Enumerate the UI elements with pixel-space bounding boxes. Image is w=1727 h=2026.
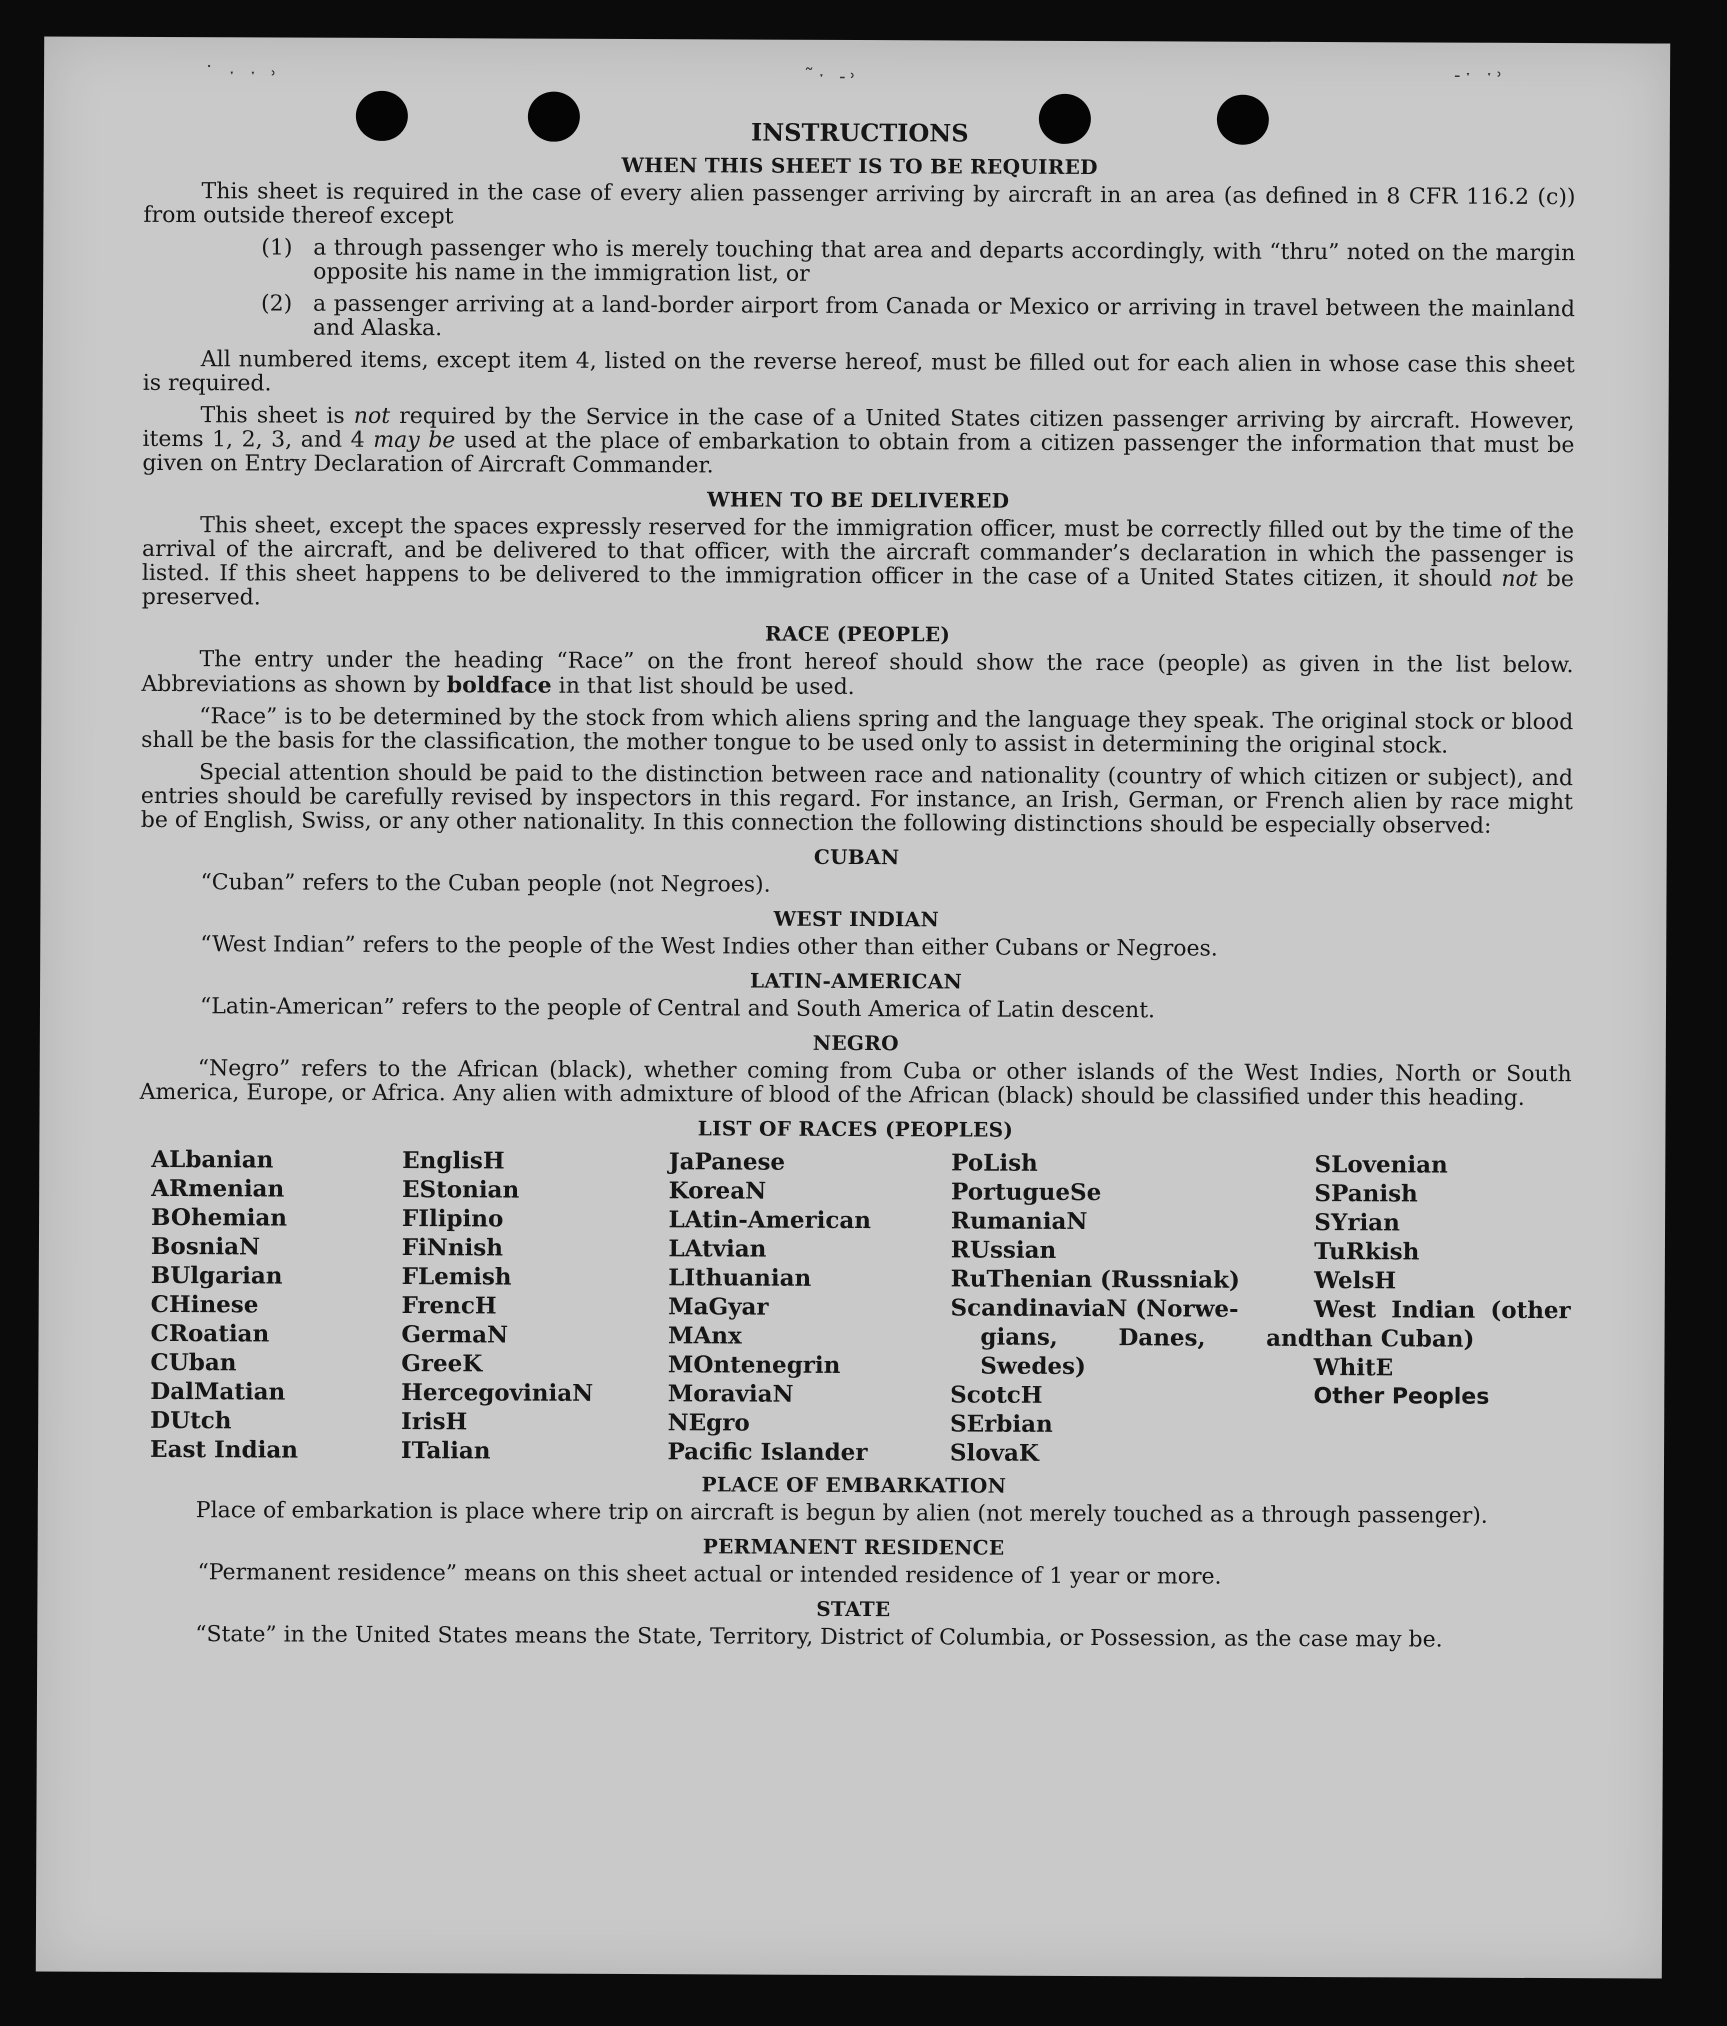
item-text: a through passenger who is merely touching that area and departs accordingly, with “thru” noted on the margin opposite his name in the immigration list, or — [313, 235, 1576, 287]
race-entry: WhitE — [1313, 1354, 1394, 1382]
race-column — [950, 1148, 1315, 1469]
race-entry: FLemish — [401, 1263, 512, 1291]
section-heading: LATIN-AMERICAN — [750, 968, 963, 994]
race-entry: RuThenian (Russniak) — [950, 1265, 1240, 1294]
race-entry: FIlipino — [401, 1205, 504, 1233]
race-entry: RumaniaN — [950, 1207, 1088, 1236]
race-entry: ALbanian — [151, 1145, 274, 1174]
race-entry: EnglisH — [402, 1147, 505, 1175]
race-entry: ARmenian — [151, 1174, 285, 1203]
section-heading: CUBAN — [813, 844, 900, 870]
item-number: (2) — [261, 291, 293, 317]
race-entry: FiNnish — [401, 1234, 504, 1262]
paragraph: This sheet, except the spaces expressly reserved for the immigration officer, must be correctly filled out by the time of the arrival of the aircraft, and be delivered to that officer, with the aircraft commander’s declaration in which the passenger is listed. If this sheet happens to be delivered to the immigration officer in the case of a United States citizen, it should not be preserved. — [141, 513, 1575, 611]
race-entry: BosniaN — [150, 1232, 261, 1261]
race-entry: PortugueSe — [951, 1178, 1102, 1207]
paragraph: Place of embarkation is place where trip on aircraft is begun by alien (not merely touched as a through passenger). — [195, 1498, 1488, 1529]
paragraph: The entry under the heading “Race” on the front hereof should show the race (people) as given in the list below. Abbreviations as shown by boldface in that list should be used. — [141, 647, 1574, 701]
race-entry: MOntenegrin — [667, 1351, 841, 1379]
race-column — [1313, 1150, 1571, 1470]
item-text: a passenger arriving at a land-border airport from Canada or Mexico or arriving in travel between the mainland and Alaska. — [312, 291, 1576, 342]
race-entry: ITalian — [400, 1437, 491, 1465]
section-heading: WEST INDIAN — [773, 906, 940, 932]
race-entry: KoreaN — [668, 1177, 767, 1205]
race-column — [150, 1145, 402, 1465]
race-entry: Other Peoples — [1313, 1384, 1490, 1410]
exception-item — [261, 292, 1575, 346]
paragraph: “State” in the United States means the State, Territory, District of Columbia, or Possession, as the case may be. — [195, 1622, 1443, 1653]
race-entry: SlovaK — [949, 1439, 1039, 1467]
race-entry: SLovenian — [1314, 1151, 1448, 1179]
instructions-body — [137, 115, 1576, 1661]
ink-smudge: ˗ˑ ˑ˒ — [1454, 62, 1507, 87]
race-list — [150, 1145, 1571, 1470]
race-entry: CRoatian — [150, 1319, 270, 1348]
race-entry: TuRkish — [1314, 1238, 1420, 1266]
race-entry: MaGyar — [668, 1293, 769, 1321]
race-entry: gians, Danes, and Swedes) — [980, 1323, 1314, 1381]
race-entry: Pacific Islander — [667, 1438, 868, 1467]
race-entry: GermaN — [401, 1321, 509, 1349]
race-entry: DalMatian — [150, 1377, 286, 1406]
race-entry: NEgro — [667, 1409, 750, 1437]
definition: “Permanent residence” means on this sheet actual or intended residence of 1 year or more. — [197, 1560, 1222, 1590]
race-entry: JaPanese — [668, 1148, 786, 1176]
exception-item — [261, 236, 1575, 290]
race-entry: DUtch — [150, 1406, 232, 1435]
race-entry: GreeK — [401, 1350, 483, 1378]
section-heading: PLACE OF EMBARKATION — [701, 1472, 1007, 1498]
race-entry: BOhemian — [151, 1203, 288, 1232]
ink-smudge: ˜ˑ ˗˒ — [804, 63, 860, 89]
paragraph: This sheet is required in the case of every alien passenger arriving by aircraft in an area (as defined in 8 CFR 116.2 (c)) from outside thereof except — [143, 179, 1576, 230]
ink-smudge: ˙ ˑ ˑ ˒ — [204, 61, 281, 86]
section-heading: WHEN TO BE DELIVERED — [707, 487, 1010, 513]
race-entry: FrencH — [401, 1292, 497, 1320]
race-entry: BUlgarian — [150, 1261, 283, 1290]
race-column — [401, 1146, 669, 1466]
item-number: (1) — [261, 235, 293, 261]
section-heading: STATE — [816, 1596, 891, 1622]
race-entry: LIthuanian — [668, 1264, 812, 1292]
page-title: INSTRUCTIONS — [750, 117, 969, 148]
race-entry: PoLish — [951, 1149, 1038, 1177]
race-entry: SPanish — [1314, 1180, 1418, 1208]
race-entry: ScandinaviaN (Norwe- — [950, 1294, 1239, 1323]
race-entry: RUssian — [950, 1236, 1057, 1264]
race-entry: MoraviaN — [667, 1380, 794, 1408]
document-sheet — [36, 36, 1670, 1978]
section-heading: LIST OF RACES (PEOPLES) — [697, 1116, 1014, 1142]
race-entry: SErbian — [950, 1410, 1053, 1438]
race-entry: LAtin-American — [668, 1206, 872, 1235]
section-heading: NEGRO — [812, 1030, 899, 1056]
race-entry: EStonian — [401, 1176, 520, 1204]
definition: “West Indian” refers to the people of the West Indies other than either Cubans or Negroes. — [200, 932, 1218, 962]
race-entry: CUban — [150, 1348, 237, 1377]
section-heading: WHEN THIS SHEET IS TO BE REQUIRED — [621, 152, 1098, 180]
race-entry: MAnx — [667, 1322, 742, 1350]
paragraph: “Race” is to be determined by the stock from which aliens spring and the language they speak. The original stock or blood shall be the basis for the classification, the mother tongue to be used only to assist in determining the original stock. — [141, 704, 1574, 759]
race-entry: LAtvian — [668, 1235, 767, 1263]
definition: “Cuban” refers to the Cuban people (not Negroes). — [200, 870, 771, 898]
race-entry: WelsH — [1314, 1267, 1397, 1295]
paragraph: “Negro” refers to the African (black), whether coming from Cuba or other islands of the West Indies, North or South America, Europe, or Africa. Any alien with admixture of blood of the African (black) should be classified under this heading. — [139, 1056, 1572, 1111]
section-heading: RACE (PEOPLE) — [765, 621, 951, 647]
race-entry: East Indian — [150, 1435, 299, 1464]
race-entry: CHinese — [150, 1290, 259, 1319]
race-entry: ScotcH — [950, 1381, 1043, 1409]
race-column — [667, 1147, 951, 1467]
definition: “Latin-American” refers to the people of Central and South America of Latin descent. — [199, 994, 1156, 1024]
paragraph: Special attention should be paid to the distinction between race and nationality (country of which citizen or subject), and entries should be carefully revised by inspectors in this regard. For instance, an Irish, German, or French alien by race might be of English, Swiss, or any other nationality. In this connection the following distinctions should be especially observed: — [140, 760, 1574, 839]
section-heading: PERMANENT RESIDENCE — [702, 1534, 1005, 1560]
race-entry: IrisH — [400, 1408, 468, 1436]
paragraph: This sheet is not required by the Service in the case of a United States citizen passenger arriving by aircraft. However, items 1, 2, 3, and 4 may be used at the place of embarkation to obtain from a citizen passenger the information that must be given on Entry Declaration of Aircraft Commander. — [142, 403, 1575, 479]
race-entry: West Indian (other than Cuban) — [1313, 1296, 1571, 1353]
race-entry: SYrian — [1314, 1209, 1400, 1237]
race-entry: HercegoviniaN — [401, 1379, 594, 1407]
paragraph: All numbered items, except item 4, listed on the reverse hereof, must be filled out for each alien in whose case this sheet is required. — [142, 347, 1575, 397]
